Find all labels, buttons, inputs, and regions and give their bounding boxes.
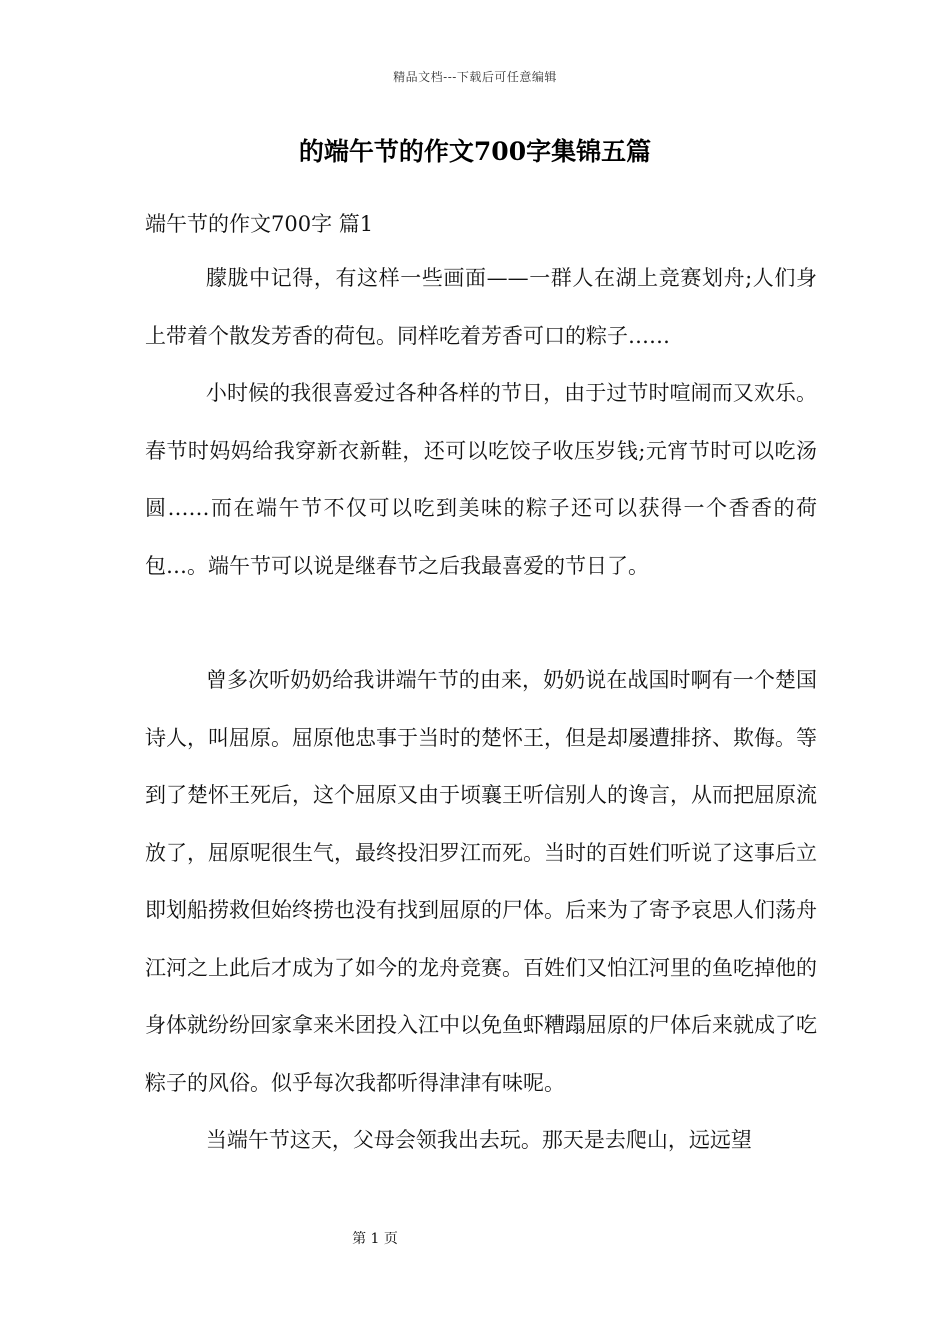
section-heading: 端午节的作文700字 篇1 (145, 212, 374, 236)
paragraph-3: 曾多次听奶奶给我讲端午节的由来，奶奶说在战国时啊有一个楚国诗人，叫屈原。屈原他忠事于当时的楚怀王，但是却屡遭排挤、欺侮。等到了楚怀王死后，这个屈原又由于顷襄王听信别人的谗言，从而把屈原流放了，屈原呢很生气，最终投汨罗江而死。当时的百姓们听说了这事后立即划船捞救但始终捞也没有找到屈原的尸体。后来为了寄予哀思人们荡舟江河之上此后才成为了如今的龙舟竞赛。百姓们又怕江河里的鱼吃掉他的身体就纷纷回家拿来米团投入江中以免鱼虾糟蹋屈原的尸体后来就成了吃粽子的风俗。似乎每次我都听得津津有味呢。 (145, 668, 817, 1095)
paragraph-gap (145, 595, 817, 652)
body-text (145, 250, 817, 1170)
page-header: 精品文档---下载后可任意编辑 (393, 70, 557, 84)
paragraph-4: 当端午节这天，父母会领我出去玩。那天是去爬山，远远望 (205, 1128, 752, 1152)
paragraph-1: 朦胧中记得，有这样一些画面——一群人在湖上竞赛划舟;人们身上带着个散发芳香的荷包。同样吃着芳香可口的粽子…… (145, 266, 817, 348)
paragraph-2: 小时候的我很喜爱过各种各样的节日，由于过节时喧闹而又欢乐。春节时妈妈给我穿新衣新鞋，还可以吃饺子收压岁钱;元宵节时可以吃汤圆……而在端午节不仅可以吃到美味的粽子还可以获得一个香香的荷包…。端午节可以说是继春节之后我最喜爱的节日了。 (145, 381, 817, 578)
page-number: 第 1 页 (352, 1231, 398, 1247)
document-title: 的端午节的作文700字集锦五篇 (298, 137, 652, 166)
